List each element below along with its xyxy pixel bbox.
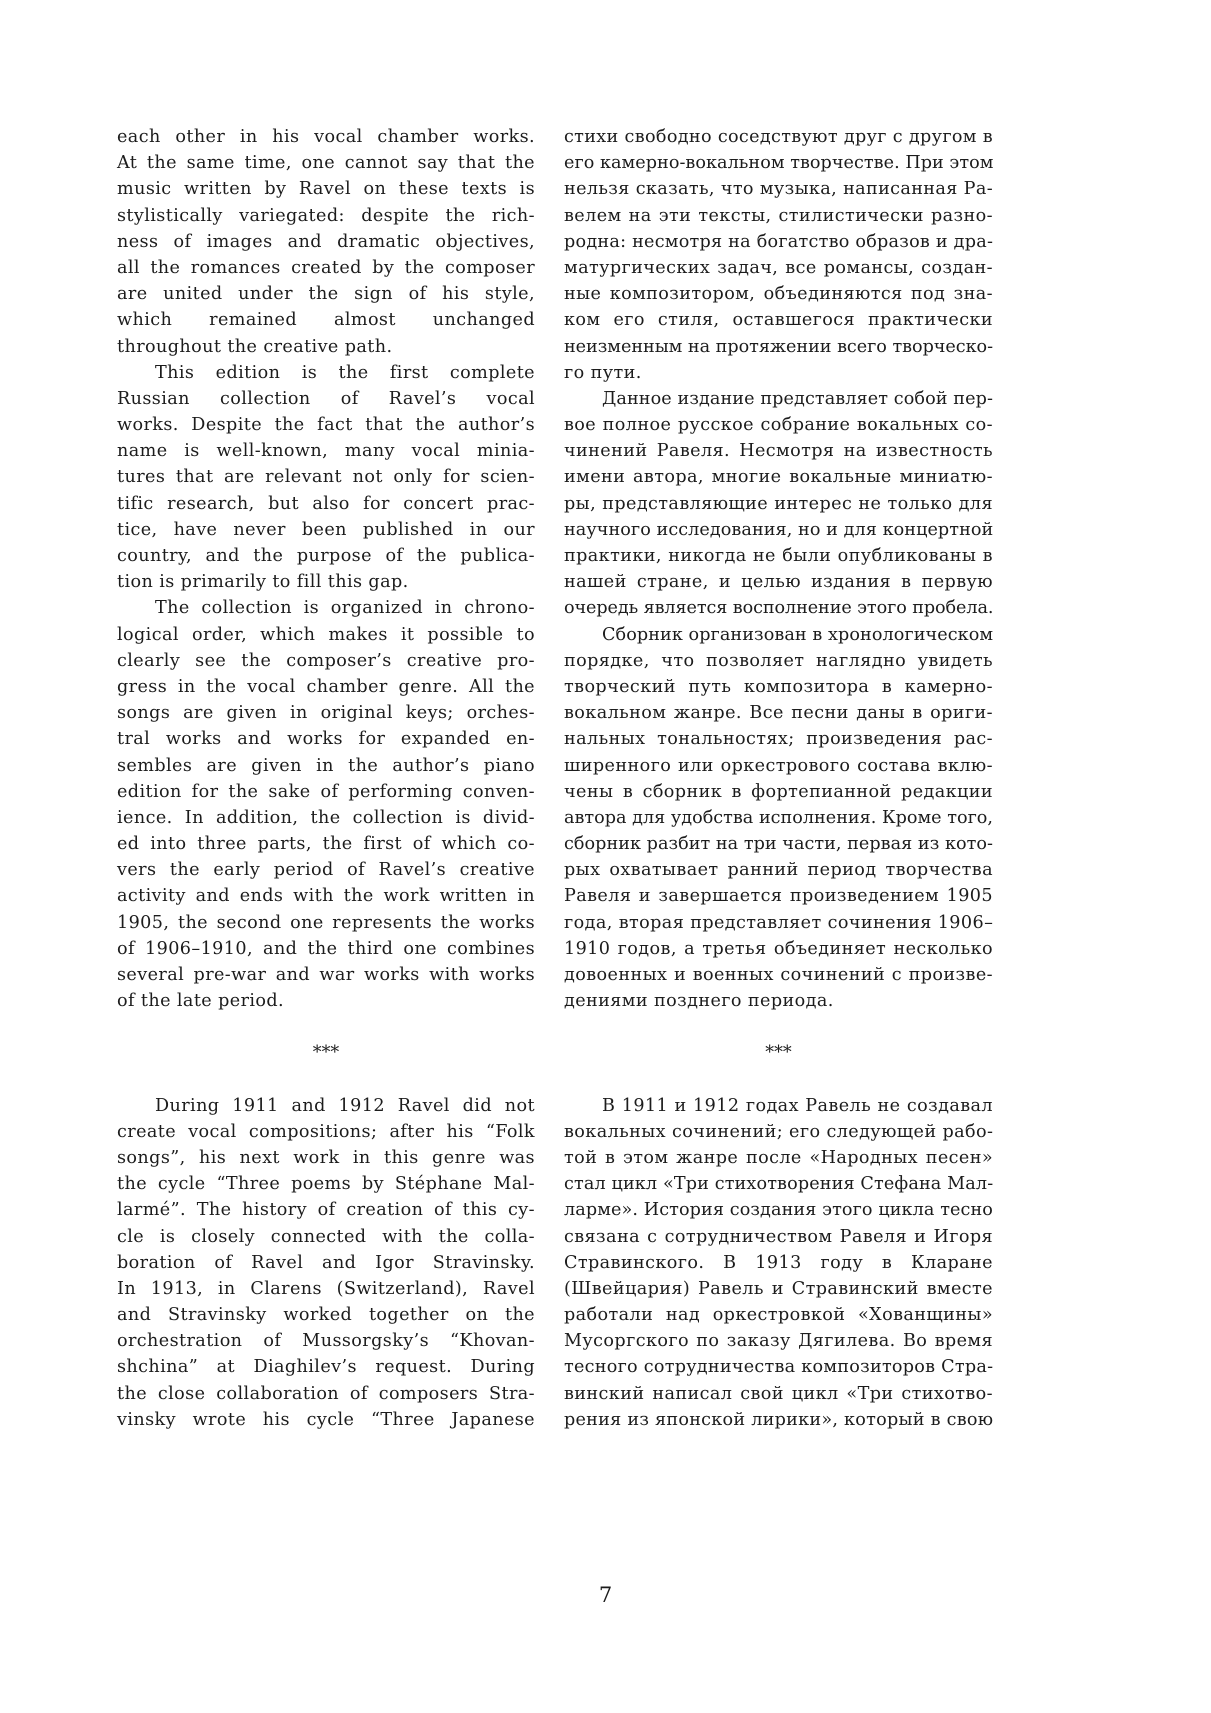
russian-text-after-separator: [564, 1093, 993, 1433]
text-line: нальных тональностях; произведения рас-: [564, 729, 993, 750]
text-line: его камерно-вокальном творчестве. При этом: [564, 153, 994, 174]
text-line: ларме». История создания этого цикла тесно: [564, 1200, 993, 1221]
text-line: дениями позднего периода.: [564, 991, 834, 1012]
text-line: довоенных и военных сочинений с произве-: [564, 965, 993, 985]
text-line: Сборник организован в хронологическом: [602, 624, 994, 645]
english-text-before-separator: [117, 124, 535, 1014]
text-line: велем на эти тексты, стилистически разно-: [564, 205, 993, 226]
text-line: ком его стиля, оставшегося практически: [564, 310, 993, 331]
text-line: The collection is organized in chrono-: [155, 598, 535, 619]
text-line: работали над оркестровкой «Хованщины»: [564, 1305, 993, 1326]
text-line: During 1911 and 1912 Ravel did not: [155, 1095, 535, 1116]
text-line: тесного сотрудничества композиторов Стра-: [564, 1357, 994, 1378]
text-line: of the late period.: [117, 991, 285, 1012]
text-line: 1910 годов, а третья объединяет несколько: [564, 938, 993, 959]
text-line: стихи свободно соседствуют друг с другом в: [564, 127, 993, 147]
text-line: порядке, что позволяет наглядно увидеть: [564, 650, 993, 671]
text-line: shchina” at Diaghilev’s request. During: [117, 1357, 535, 1378]
text-line: which remained almost unchanged: [117, 310, 535, 331]
text-line: стал цикл «Три стихотворения Стефана Мал-: [564, 1174, 994, 1195]
text-line: ience. In addition, the collection is divid-: [117, 807, 535, 828]
text-line: works. Despite the fact that the author’s: [117, 415, 535, 436]
text-line: (Швейцария) Равель и Стравинский вместе: [564, 1278, 993, 1299]
text-line: связана с сотрудничеством Равеля и Игоря: [564, 1226, 993, 1247]
text-line: Russian collection of Ravel’s vocal: [117, 388, 535, 409]
text-line: songs”, his next work in this genre was: [117, 1147, 535, 1168]
text-line: матургических задач, все романсы, создан-: [564, 257, 993, 278]
text-line: 1905, the second one represents the works: [117, 912, 535, 933]
text-line: vinsky wrote his cycle “Three Japanese: [117, 1409, 535, 1430]
text-line: This edition is the first complete: [155, 362, 535, 383]
text-line: родна: несмотря на богатство образов и дра-: [564, 231, 994, 252]
text-line: the close collaboration of composers Stra-: [117, 1383, 535, 1404]
text-line: вое полное русское собрание вокальных со-: [564, 415, 993, 436]
text-line: of 1906–1910, and the third one combines: [117, 938, 535, 959]
text-line: country, and the purpose of the publica-: [117, 546, 535, 566]
text-line: чинений Равеля. Несмотря на известность: [564, 441, 993, 462]
text-line: года, вторая представляет сочинения 1906–: [564, 912, 994, 933]
text-line: vers the early period of Ravel’s creative: [117, 860, 535, 881]
english-column: [117, 124, 535, 1433]
russian-text-before-separator: [564, 124, 993, 1014]
text-line: имени автора, многие вокальные миниатю-: [564, 467, 993, 488]
text-line: throughout the creative path.: [117, 336, 393, 357]
text-line: cle is closely connected with the colla-: [117, 1226, 535, 1247]
text-line: Равеля и завершается произведением 1905: [564, 886, 993, 907]
english-text-after-separator: [117, 1093, 535, 1433]
text-line: tures that are relevant not only for scien-: [117, 467, 535, 488]
text-line: tific research, but also for concert prac-: [117, 493, 535, 514]
text-line: gress in the vocal chamber genre. All the: [117, 676, 535, 697]
text-line: практики, никогда не были опубликованы в: [564, 546, 993, 566]
text-line: the cycle “Three poems by Stéphane Mal-: [117, 1174, 535, 1195]
text-line: Мусоргского по заказу Дягилева. Во время: [564, 1331, 993, 1352]
text-line: вокальных сочинений; его следующей рабо-: [564, 1121, 994, 1142]
text-line: larmé”. The history of creation of this cy-: [117, 1200, 535, 1221]
text-line: ные композитором, объединяются под зна-: [564, 284, 993, 305]
text-line: го пути.: [564, 362, 642, 383]
text-line: clearly see the composer’s creative pro-: [117, 650, 535, 671]
text-line: In 1913, in Clarens (Switzerland), Ravel: [117, 1278, 535, 1299]
text-line: ры, представляющие интерес не только для: [564, 493, 993, 514]
text-line: творческий путь композитора в камерно-: [564, 676, 993, 697]
text-line: each other in his vocal chamber works.: [117, 127, 535, 147]
text-line: ed into three parts, the first of which co-: [117, 834, 535, 855]
text-line: винский написал свой цикл «Три стихотво-: [564, 1383, 993, 1404]
text-line: create vocal compositions; after his “Folk: [117, 1121, 535, 1142]
text-line: and Stravinsky worked together on the: [117, 1305, 535, 1326]
text-line: are united under the sign of his style,: [117, 284, 535, 305]
text-line: очередь является восполнение этого пробела.: [564, 598, 994, 619]
text-line: научного исследования, но и для концертной: [564, 519, 994, 540]
text-line: orchestration of Mussorgsky’s “Khovan-: [117, 1331, 535, 1352]
russian-column: [564, 124, 993, 1433]
text-line: activity and ends with the work written in: [117, 886, 535, 907]
text-line: sembles are given in the author’s piano: [117, 755, 535, 776]
text-line: logical order, which makes it possible to: [117, 624, 535, 645]
text-line: вокальном жанре. Все песни даны в ориги-: [564, 703, 993, 724]
text-line: нельзя сказать, что музыка, написанная Ра-: [564, 179, 993, 200]
text-line: edition for the sake of performing conven-: [117, 781, 535, 802]
text-line: автора для удобства исполнения. Кроме того,: [564, 807, 993, 828]
text-line: ness of images and dramatic objectives,: [117, 231, 535, 252]
section-separator: ***: [765, 1043, 792, 1064]
text-line: неизменным на протяжении всего творческо-: [564, 336, 993, 357]
text-line: tice, have never been published in our: [117, 519, 535, 540]
text-line: name is well-known, many vocal minia-: [117, 441, 535, 462]
section-separator: ***: [312, 1043, 340, 1064]
text-line: Данное издание представляет собой пер-: [602, 388, 993, 409]
text-line: tion is primarily to fill this gap.: [117, 572, 409, 593]
text-line: нашей стране, и целью издания в первую: [564, 572, 993, 593]
text-line: songs are given in original keys; orches-: [117, 703, 535, 724]
text-line: сборник разбит на три части, первая из кото-: [564, 834, 993, 855]
text-line: all the romances created by the composer: [117, 257, 535, 278]
text-line: В 1911 и 1912 годах Равель не создавал: [602, 1095, 993, 1116]
text-line: At the same time, one cannot say that the: [117, 153, 535, 174]
text-line: ширенного или оркестрового состава вклю-: [564, 755, 993, 776]
text-line: boration of Ravel and Igor Stravinsky.: [117, 1252, 535, 1273]
text-line: several pre-war and war works with works: [117, 965, 535, 985]
text-line: рения из японской лирики», который в свою: [564, 1409, 994, 1430]
text-line: stylistically variegated: despite the rich-: [117, 205, 535, 226]
text-line: той в этом жанре после «Народных песен»: [564, 1147, 993, 1168]
text-line: music written by Ravel on these texts is: [117, 179, 535, 200]
page-number: 7: [598, 1583, 613, 1607]
text-line: tral works and works for expanded en-: [117, 729, 535, 750]
text-line: Стравинского. В 1913 году в Кларане: [564, 1252, 993, 1273]
text-line: чены в сборник в фортепианной редакции: [564, 781, 993, 802]
text-line: рых охватывает ранний период творчества: [564, 860, 993, 881]
